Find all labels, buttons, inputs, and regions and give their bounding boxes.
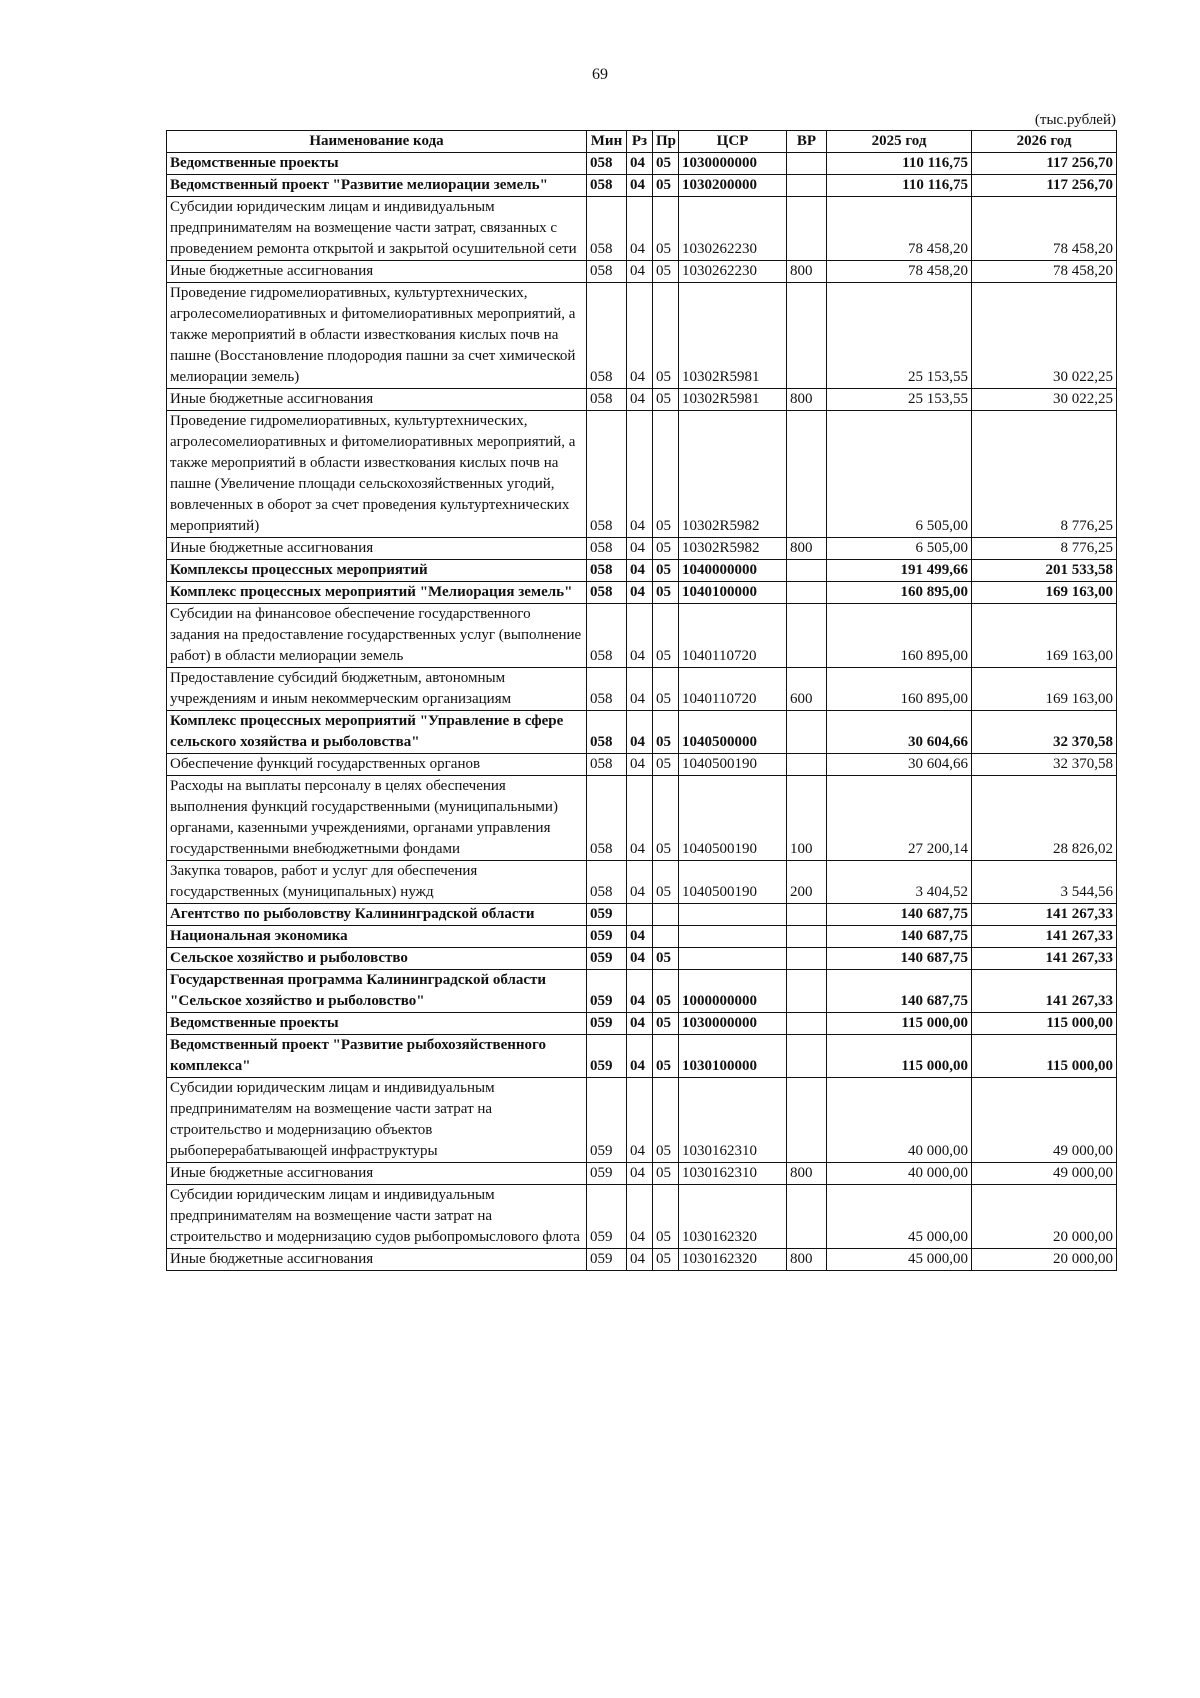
cell-rz: 04 [627, 970, 653, 1013]
cell-2026: 32 370,58 [972, 754, 1117, 776]
cell-vr [787, 1078, 827, 1163]
cell-2025: 140 687,75 [827, 970, 972, 1013]
cell-2025: 30 604,66 [827, 754, 972, 776]
cell-csr: 1040500190 [679, 776, 787, 861]
cell-csr: 1040100000 [679, 582, 787, 604]
cell-rz: 04 [627, 948, 653, 970]
cell-pr: 05 [653, 1035, 679, 1078]
table-row [167, 1163, 1117, 1185]
cell-name: Субсидии юридическим лицам и индивидуальным предпринимателям на возмещение части затрат на строительство и модернизацию судов рыбопромыслового флота [167, 1185, 587, 1249]
cell-2025: 160 895,00 [827, 604, 972, 668]
table-row [167, 970, 1117, 1013]
cell-vr [787, 197, 827, 261]
cell-csr: 1030162320 [679, 1185, 787, 1249]
cell-rz: 04 [627, 389, 653, 411]
cell-pr: 05 [653, 1249, 679, 1271]
table-row [167, 582, 1117, 604]
cell-rz: 04 [627, 1078, 653, 1163]
cell-rz: 04 [627, 1185, 653, 1249]
cell-pr: 05 [653, 861, 679, 904]
cell-name: Иные бюджетные ассигнования [167, 389, 587, 411]
cell-vr: 600 [787, 668, 827, 711]
cell-min: 058 [587, 175, 627, 197]
cell-min: 058 [587, 582, 627, 604]
cell-vr: 100 [787, 776, 827, 861]
cell-vr [787, 560, 827, 582]
cell-2025: 140 687,75 [827, 926, 972, 948]
table-row [167, 1249, 1117, 1271]
cell-csr [679, 904, 787, 926]
cell-rz: 04 [627, 411, 653, 538]
cell-2025: 115 000,00 [827, 1035, 972, 1078]
cell-csr: 1030200000 [679, 175, 787, 197]
cell-name: Обеспечение функций государственных органов [167, 754, 587, 776]
cell-name: Иные бюджетные ассигнования [167, 261, 587, 283]
cell-2025: 160 895,00 [827, 582, 972, 604]
cell-rz [627, 904, 653, 926]
cell-2025: 27 200,14 [827, 776, 972, 861]
cell-csr [679, 926, 787, 948]
header-vr: ВР [787, 131, 827, 153]
cell-vr: 800 [787, 261, 827, 283]
cell-min: 059 [587, 1035, 627, 1078]
header-2026: 2026 год [972, 131, 1117, 153]
table-row [167, 604, 1117, 668]
cell-vr [787, 411, 827, 538]
cell-2026: 141 267,33 [972, 970, 1117, 1013]
cell-csr: 10302R5981 [679, 389, 787, 411]
cell-2026: 8 776,25 [972, 538, 1117, 560]
page-number: 69 [592, 66, 608, 83]
cell-min: 058 [587, 754, 627, 776]
cell-rz: 04 [627, 776, 653, 861]
cell-rz: 04 [627, 1163, 653, 1185]
table-row [167, 1078, 1117, 1163]
table-row [167, 538, 1117, 560]
cell-2025: 25 153,55 [827, 389, 972, 411]
cell-csr: 1030262230 [679, 197, 787, 261]
cell-csr: 1030000000 [679, 153, 787, 175]
cell-2025: 45 000,00 [827, 1249, 972, 1271]
cell-vr [787, 1035, 827, 1078]
cell-2025: 115 000,00 [827, 1013, 972, 1035]
table-row [167, 904, 1117, 926]
cell-name: Ведомственный проект "Развитие рыбохозяйственного комплекса" [167, 1035, 587, 1078]
cell-2026: 117 256,70 [972, 175, 1117, 197]
cell-min: 058 [587, 668, 627, 711]
cell-2026: 32 370,58 [972, 711, 1117, 754]
cell-pr: 05 [653, 754, 679, 776]
cell-rz: 04 [627, 1035, 653, 1078]
cell-min: 058 [587, 861, 627, 904]
cell-rz: 04 [627, 261, 653, 283]
cell-min: 058 [587, 776, 627, 861]
cell-2026: 30 022,25 [972, 389, 1117, 411]
cell-csr: 1040000000 [679, 560, 787, 582]
cell-pr: 05 [653, 582, 679, 604]
cell-csr: 1030262230 [679, 261, 787, 283]
cell-2025: 140 687,75 [827, 904, 972, 926]
table-row [167, 261, 1117, 283]
cell-min: 058 [587, 711, 627, 754]
cell-pr: 05 [653, 776, 679, 861]
cell-min: 058 [587, 153, 627, 175]
cell-name: Проведение гидромелиоративных, культуртехнических, агролесомелиоративных и фитомелиоративных мероприятий, а также мероприятий в области известкования кислых почв на пашне (Восстановление плодородия пашни за счет химической мелиорации земель) [167, 283, 587, 389]
cell-vr [787, 153, 827, 175]
cell-2026: 117 256,70 [972, 153, 1117, 175]
cell-min: 059 [587, 926, 627, 948]
cell-2026: 141 267,33 [972, 926, 1117, 948]
cell-2025: 40 000,00 [827, 1078, 972, 1163]
cell-name: Закупка товаров, работ и услуг для обеспечения государственных (муниципальных) нужд [167, 861, 587, 904]
cell-pr: 05 [653, 970, 679, 1013]
cell-csr: 1040110720 [679, 604, 787, 668]
table-row [167, 1185, 1117, 1249]
cell-csr: 10302R5982 [679, 411, 787, 538]
cell-2026: 8 776,25 [972, 411, 1117, 538]
cell-rz: 04 [627, 538, 653, 560]
cell-min: 059 [587, 970, 627, 1013]
cell-vr [787, 175, 827, 197]
cell-min: 059 [587, 1013, 627, 1035]
cell-min: 059 [587, 1078, 627, 1163]
table-row [167, 153, 1117, 175]
cell-rz: 04 [627, 754, 653, 776]
cell-pr [653, 926, 679, 948]
table-row [167, 754, 1117, 776]
table-row [167, 175, 1117, 197]
cell-2025: 30 604,66 [827, 711, 972, 754]
cell-rz: 04 [627, 861, 653, 904]
cell-rz: 04 [627, 668, 653, 711]
cell-name: Ведомственные проекты [167, 153, 587, 175]
cell-pr: 05 [653, 948, 679, 970]
cell-2026: 30 022,25 [972, 283, 1117, 389]
cell-name: Субсидии юридическим лицам и индивидуальным предпринимателям на возмещение части затрат на строительство и модернизацию объектов рыбоперерабатывающей инфраструктуры [167, 1078, 587, 1163]
cell-vr: 800 [787, 1249, 827, 1271]
cell-vr [787, 1013, 827, 1035]
cell-rz: 04 [627, 1249, 653, 1271]
cell-pr: 05 [653, 604, 679, 668]
cell-vr: 800 [787, 1163, 827, 1185]
cell-name: Субсидии на финансовое обеспечение государственного задания на предоставление государственных услуг (выполнение работ) в области мелиорации земель [167, 604, 587, 668]
cell-min: 058 [587, 411, 627, 538]
cell-min: 058 [587, 261, 627, 283]
cell-vr [787, 582, 827, 604]
cell-2025: 45 000,00 [827, 1185, 972, 1249]
table-row [167, 560, 1117, 582]
cell-vr [787, 1185, 827, 1249]
cell-csr: 1040500000 [679, 711, 787, 754]
cell-min: 059 [587, 1163, 627, 1185]
cell-pr: 05 [653, 1078, 679, 1163]
table-body [167, 153, 1117, 1271]
cell-pr: 05 [653, 668, 679, 711]
header-min: Мин [587, 131, 627, 153]
cell-csr: 1030162320 [679, 1249, 787, 1271]
cell-vr: 200 [787, 861, 827, 904]
cell-csr: 1040500190 [679, 861, 787, 904]
cell-2026: 28 826,02 [972, 776, 1117, 861]
cell-2025: 140 687,75 [827, 948, 972, 970]
cell-name: Иные бюджетные ассигнования [167, 1249, 587, 1271]
header-rz: Рз [627, 131, 653, 153]
cell-2026: 115 000,00 [972, 1035, 1117, 1078]
cell-min: 058 [587, 197, 627, 261]
cell-vr [787, 904, 827, 926]
cell-name: Комплекс процессных мероприятий "Мелиорация земель" [167, 582, 587, 604]
table-row [167, 926, 1117, 948]
table-row [167, 861, 1117, 904]
cell-name: Иные бюджетные ассигнования [167, 1163, 587, 1185]
table-row [167, 776, 1117, 861]
cell-name: Иные бюджетные ассигнования [167, 538, 587, 560]
cell-csr: 10302R5981 [679, 283, 787, 389]
cell-name: Государственная программа Калининградской области "Сельское хозяйство и рыболовство" [167, 970, 587, 1013]
table-row [167, 389, 1117, 411]
cell-vr [787, 754, 827, 776]
cell-pr [653, 904, 679, 926]
table-row [167, 711, 1117, 754]
cell-2025: 191 499,66 [827, 560, 972, 582]
cell-vr: 800 [787, 538, 827, 560]
cell-vr [787, 711, 827, 754]
cell-rz: 04 [627, 560, 653, 582]
cell-rz: 04 [627, 582, 653, 604]
cell-rz: 04 [627, 604, 653, 668]
cell-name: Сельское хозяйство и рыболовство [167, 948, 587, 970]
cell-rz: 04 [627, 1013, 653, 1035]
cell-csr: 10302R5982 [679, 538, 787, 560]
table-row [167, 411, 1117, 538]
cell-min: 058 [587, 283, 627, 389]
cell-rz: 04 [627, 153, 653, 175]
cell-csr: 1040500190 [679, 754, 787, 776]
table-row [167, 1013, 1117, 1035]
cell-2025: 110 116,75 [827, 175, 972, 197]
cell-2026: 78 458,20 [972, 261, 1117, 283]
table-row [167, 948, 1117, 970]
cell-vr [787, 926, 827, 948]
cell-2026: 3 544,56 [972, 861, 1117, 904]
cell-2026: 141 267,33 [972, 904, 1117, 926]
table-row [167, 283, 1117, 389]
cell-name: Ведомственный проект "Развитие мелиорации земель" [167, 175, 587, 197]
cell-vr [787, 948, 827, 970]
cell-2025: 160 895,00 [827, 668, 972, 711]
cell-pr: 05 [653, 153, 679, 175]
cell-min: 059 [587, 1185, 627, 1249]
cell-rz: 04 [627, 711, 653, 754]
cell-vr [787, 970, 827, 1013]
cell-vr: 800 [787, 389, 827, 411]
cell-name: Расходы на выплаты персоналу в целях обеспечения выполнения функций государственными (муниципальными) органами, казенными учреждениями, органами управления государственными внебюджетными фондами [167, 776, 587, 861]
cell-2026: 78 458,20 [972, 197, 1117, 261]
table-row [167, 668, 1117, 711]
cell-name: Проведение гидромелиоративных, культуртехнических, агролесомелиоративных и фитомелиоративных мероприятий, а также мероприятий в области известкования кислых почв на пашне (Увеличение площади сельскохозяйственных угодий, вовлеченных в оборот за счет проведения культуртехнических мероприятий) [167, 411, 587, 538]
cell-2026: 169 163,00 [972, 668, 1117, 711]
cell-pr: 05 [653, 711, 679, 754]
header-name: Наименование кода [167, 131, 587, 153]
budget-table [166, 130, 1117, 1271]
cell-csr: 1030100000 [679, 1035, 787, 1078]
table-row [167, 197, 1117, 261]
cell-2025: 78 458,20 [827, 261, 972, 283]
cell-pr: 05 [653, 261, 679, 283]
cell-2025: 3 404,52 [827, 861, 972, 904]
cell-vr [787, 283, 827, 389]
cell-2025: 78 458,20 [827, 197, 972, 261]
cell-2026: 115 000,00 [972, 1013, 1117, 1035]
cell-pr: 05 [653, 1013, 679, 1035]
cell-pr: 05 [653, 389, 679, 411]
cell-csr: 1040110720 [679, 668, 787, 711]
cell-name: Комплексы процессных мероприятий [167, 560, 587, 582]
cell-csr: 1030162310 [679, 1078, 787, 1163]
header-csr: ЦСР [679, 131, 787, 153]
cell-rz: 04 [627, 175, 653, 197]
cell-name: Комплекс процессных мероприятий "Управление в сфере сельского хозяйства и рыболовства" [167, 711, 587, 754]
cell-pr: 05 [653, 560, 679, 582]
cell-min: 058 [587, 560, 627, 582]
cell-2026: 141 267,33 [972, 948, 1117, 970]
cell-name: Агентство по рыболовству Калининградской области [167, 904, 587, 926]
table-header-row [167, 131, 1117, 153]
cell-2025: 40 000,00 [827, 1163, 972, 1185]
cell-csr: 1030162310 [679, 1163, 787, 1185]
cell-min: 058 [587, 604, 627, 668]
cell-vr [787, 604, 827, 668]
units-label: (тыс.рублей) [1034, 112, 1116, 128]
header-pr: Пр [653, 131, 679, 153]
cell-pr: 05 [653, 1185, 679, 1249]
cell-rz: 04 [627, 283, 653, 389]
cell-2026: 169 163,00 [972, 582, 1117, 604]
cell-pr: 05 [653, 283, 679, 389]
cell-name: Субсидии юридическим лицам и индивидуальным предпринимателям на возмещение части затрат, связанных с проведением ремонта открытой и закрытой осушительной сети [167, 197, 587, 261]
cell-rz: 04 [627, 197, 653, 261]
cell-csr [679, 948, 787, 970]
cell-2026: 49 000,00 [972, 1163, 1117, 1185]
cell-min: 058 [587, 389, 627, 411]
cell-pr: 05 [653, 175, 679, 197]
cell-2026: 20 000,00 [972, 1185, 1117, 1249]
cell-2025: 6 505,00 [827, 411, 972, 538]
cell-min: 059 [587, 948, 627, 970]
cell-csr: 1000000000 [679, 970, 787, 1013]
cell-2025: 25 153,55 [827, 283, 972, 389]
cell-min: 059 [587, 904, 627, 926]
cell-2025: 6 505,00 [827, 538, 972, 560]
cell-name: Ведомственные проекты [167, 1013, 587, 1035]
cell-2026: 20 000,00 [972, 1249, 1117, 1271]
header-2025: 2025 год [827, 131, 972, 153]
cell-pr: 05 [653, 411, 679, 538]
cell-pr: 05 [653, 197, 679, 261]
cell-2026: 49 000,00 [972, 1078, 1117, 1163]
cell-pr: 05 [653, 1163, 679, 1185]
cell-rz: 04 [627, 926, 653, 948]
cell-min: 058 [587, 538, 627, 560]
cell-name: Национальная экономика [167, 926, 587, 948]
table-row [167, 1035, 1117, 1078]
cell-2026: 201 533,58 [972, 560, 1117, 582]
cell-name: Предоставление субсидий бюджетным, автономным учреждениям и иным некоммерческим организациям [167, 668, 587, 711]
cell-2025: 110 116,75 [827, 153, 972, 175]
cell-csr: 1030000000 [679, 1013, 787, 1035]
cell-pr: 05 [653, 538, 679, 560]
cell-2026: 169 163,00 [972, 604, 1117, 668]
cell-min: 059 [587, 1249, 627, 1271]
